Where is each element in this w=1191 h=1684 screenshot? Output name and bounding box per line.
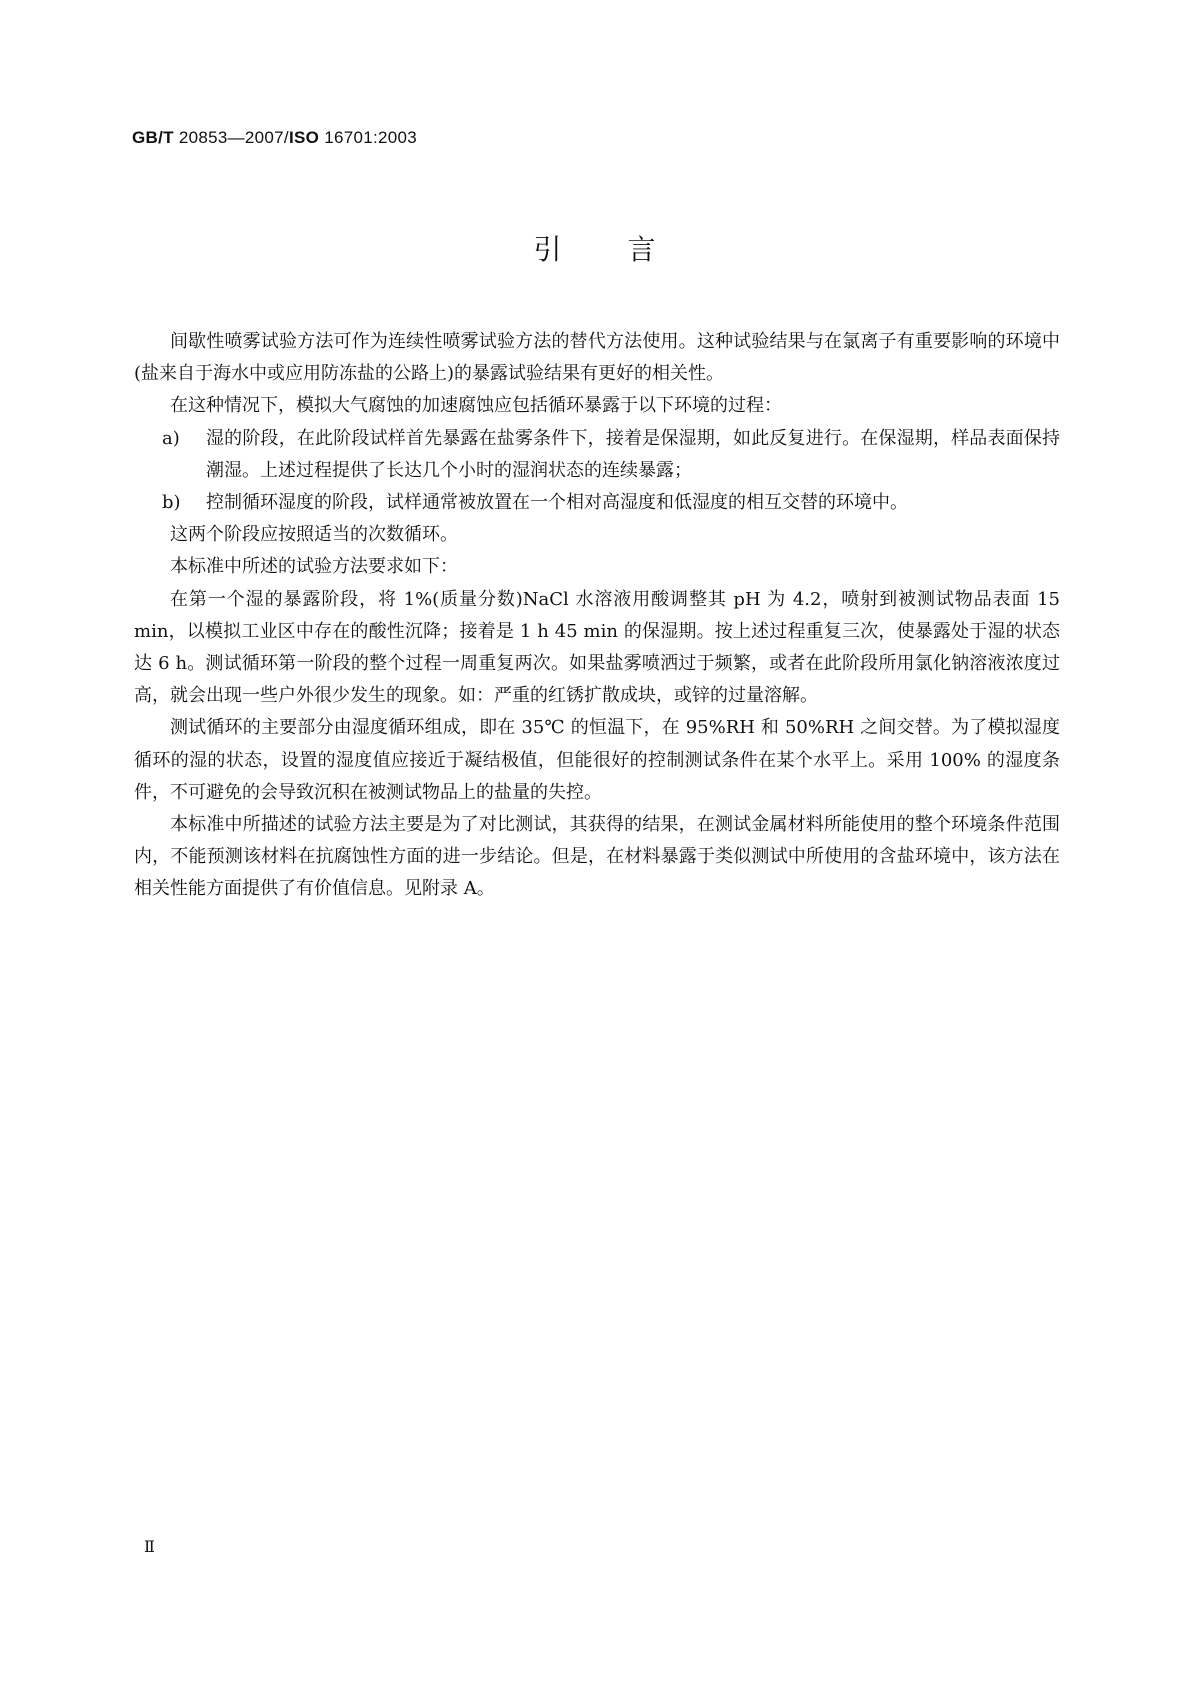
paragraph-3: 这两个阶段应按照适当的次数循环。 bbox=[170, 524, 458, 546]
standard-code-prefix: GB/T bbox=[132, 128, 174, 147]
list-item-b-marker: b) bbox=[162, 492, 181, 514]
page-title-char-2: 言 bbox=[627, 233, 658, 266]
paragraph-7: 本标准中所描述的试验方法主要是为了对比测试，其获得的结果，在测试金属材料所能使用的整个环境条件范围内，不能预测该材料在抗腐蚀性方面的进一步结论。但是，在材料暴露于类似测试中所使用的含盐环境中，该方法在相关性能方面提供了有价值信息。见附录 A。 bbox=[134, 814, 1060, 900]
paragraph-5: 在第一个湿的暴露阶段，将 1%(质量分数)NaCl 水溶液用酸调整其 pH 为 4.2，喷射到被测试物品表面 15 min，以模拟工业区中存在的酸性沉降；接着是 1 h 45 min 的保湿期。按上述过程重复三次，使暴露处于湿的状态达 6 h。测试循环第一阶段的整个过程一周重复两次。如果盐雾喷洒过于频繁，或者在此阶段所用氯化钠溶液浓度过高，就会出现一些户外很少发生的现象。如：严重的红锈扩散成块，或锌的过量溶解。 bbox=[134, 588, 1060, 707]
paragraph-2: 在这种情况下，模拟大气腐蚀的加速腐蚀应包括循环暴露于以下环境的过程： bbox=[170, 395, 782, 417]
standard-number-header bbox=[132, 128, 417, 148]
paragraph-1: 间歇性喷雾试验方法可作为连续性喷雾试验方法的替代方法使用。这种试验结果与在氯离子有重要影响的环境中(盐来自于海水中或应用防冻盐的公路上)的暴露试验结果有更好的相关性。 bbox=[134, 331, 1060, 385]
list-item-b bbox=[134, 487, 1060, 519]
list-item-a-marker: a) bbox=[162, 427, 180, 449]
list-item-a bbox=[134, 423, 1060, 487]
page-title-char-1: 引 bbox=[533, 233, 564, 266]
iso-prefix: ISO bbox=[288, 128, 320, 147]
standard-code-number: 20853—2007/ bbox=[178, 128, 289, 147]
document-body bbox=[134, 326, 1060, 906]
paragraph-6: 测试循环的主要部分由湿度循环组成，即在 35℃ 的恒温下，在 95%RH 和 50%RH 之间交替。为了模拟湿度循环的湿的状态，设置的湿度值应接近于凝结极值，但能很好的控制测试条件在某个水平上。采用 100% 的湿度条件，不可避免的会导致沉积在被测试物品上的盐量的失控。 bbox=[134, 717, 1060, 803]
list-item-b-text: 控制循环湿度的阶段，试样通常被放置在一个相对高湿度和低湿度的相互交替的环境中。 bbox=[206, 492, 908, 514]
iso-number: 16701:2003 bbox=[324, 128, 418, 147]
page-title bbox=[0, 228, 1191, 268]
page-number: Ⅱ bbox=[144, 1537, 155, 1556]
paragraph-4: 本标准中所述的试验方法要求如下： bbox=[170, 556, 458, 578]
list-item-a-text: 湿的阶段，在此阶段试样首先暴露在盐雾条件下，接着是保湿期，如此反复进行。在保湿期，样品表面保持潮湿。上述过程提供了长达几个小时的湿润状态的连续暴露； bbox=[206, 427, 1060, 481]
